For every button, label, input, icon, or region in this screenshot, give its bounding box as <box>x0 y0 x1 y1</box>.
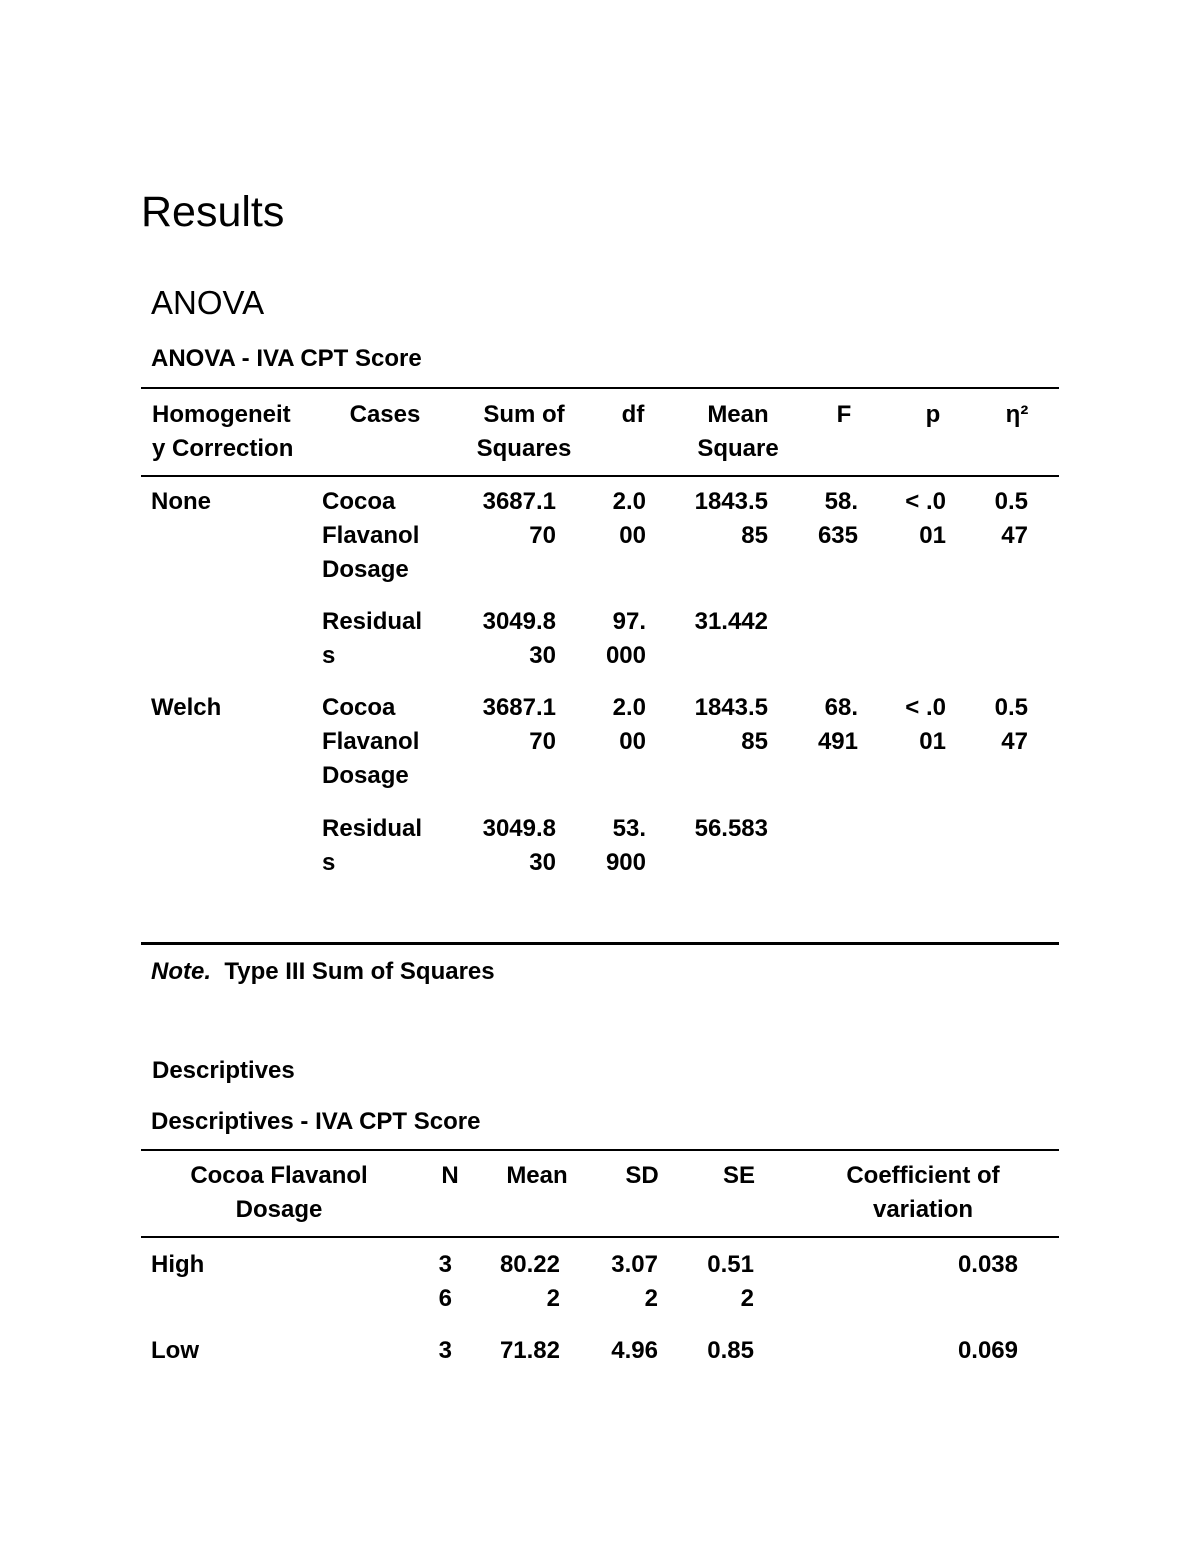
anova-top-rule <box>141 387 1059 389</box>
descriptives-header-rule <box>141 1236 1059 1238</box>
header-n: N <box>441 1162 459 1189</box>
header-cocoa-flavanol-dosage: Cocoa Flavanol Dosage <box>190 1162 368 1223</box>
row-se: 0.51 2 <box>707 1251 754 1312</box>
header-mean: Mean <box>506 1162 568 1189</box>
row-mean-square: 1843.5 85 <box>694 694 768 755</box>
row-df: 97. 000 <box>605 608 646 669</box>
anova-table-note <box>151 958 495 986</box>
row-p: < .0 01 <box>905 488 946 549</box>
header-sd: SD <box>625 1162 659 1189</box>
row-mean: 80.22 2 <box>499 1251 560 1312</box>
row-group: High <box>151 1251 205 1278</box>
header-sum-of-squares: Sum of Squares <box>476 401 572 462</box>
row-sum-of-squares: 3687.1 70 <box>482 694 556 755</box>
header-cases: Cases <box>349 401 421 428</box>
row-mean-square: 56.583 <box>694 815 768 842</box>
row-f: 58. 635 <box>817 488 858 549</box>
row-correction: Welch <box>151 694 222 721</box>
header-correction: Homogeneit y Correction <box>152 401 294 462</box>
row-cases: Residual s <box>322 815 423 876</box>
row-correction: None <box>151 488 211 515</box>
row-df: 53. 900 <box>605 815 646 876</box>
header-p: p <box>925 401 941 428</box>
note-label: Note. <box>151 958 211 985</box>
row-cases: Cocoa Flavanol Dosage <box>322 694 420 789</box>
header-df: df <box>621 401 645 428</box>
row-n: 3 <box>438 1337 452 1364</box>
header-f: F <box>836 401 852 428</box>
page-title: Results <box>141 188 285 236</box>
row-p: < .0 01 <box>905 694 946 755</box>
header-mean-square: Mean Square <box>697 401 779 462</box>
header-eta-squared: η² <box>1005 401 1029 428</box>
anova-table-caption: ANOVA - IVA CPT Score <box>151 345 422 372</box>
header-coefficient-of-variation: Coefficient of variation <box>846 1162 1000 1223</box>
row-mean-square: 1843.5 85 <box>694 488 768 549</box>
descriptives-top-rule <box>141 1149 1059 1151</box>
row-cases: Residual s <box>322 608 423 669</box>
row-sum-of-squares: 3687.1 70 <box>482 488 556 549</box>
row-n: 3 6 <box>438 1251 452 1312</box>
row-sd: 3.07 2 <box>611 1251 658 1312</box>
row-df: 2.0 00 <box>612 488 646 549</box>
descriptives-table-caption: Descriptives - IVA CPT Score <box>151 1108 481 1135</box>
section-heading-anova: ANOVA <box>151 284 265 321</box>
row-sd: 4.96 <box>611 1337 658 1364</box>
row-mean: 71.82 <box>499 1337 560 1364</box>
row-group: Low <box>151 1337 199 1364</box>
anova-header-rule <box>141 475 1059 477</box>
row-sum-of-squares: 3049.8 30 <box>482 608 556 669</box>
header-se: SE <box>722 1162 755 1189</box>
row-eta-squared: 0.5 47 <box>994 488 1028 549</box>
row-coefficient-of-variation: 0.038 <box>957 1251 1018 1278</box>
row-eta-squared: 0.5 47 <box>994 694 1028 755</box>
row-mean-square: 31.442 <box>694 608 768 635</box>
row-f: 68. 491 <box>817 694 858 755</box>
row-se: 0.85 <box>707 1337 754 1364</box>
anova-bottom-rule <box>141 942 1059 945</box>
row-df: 2.0 00 <box>612 694 646 755</box>
row-sum-of-squares: 3049.8 30 <box>482 815 556 876</box>
note-text: Type III Sum of Squares <box>224 958 495 985</box>
row-cases: Cocoa Flavanol Dosage <box>322 488 420 583</box>
section-heading-descriptives: Descriptives <box>152 1057 295 1084</box>
row-coefficient-of-variation: 0.069 <box>957 1337 1018 1364</box>
